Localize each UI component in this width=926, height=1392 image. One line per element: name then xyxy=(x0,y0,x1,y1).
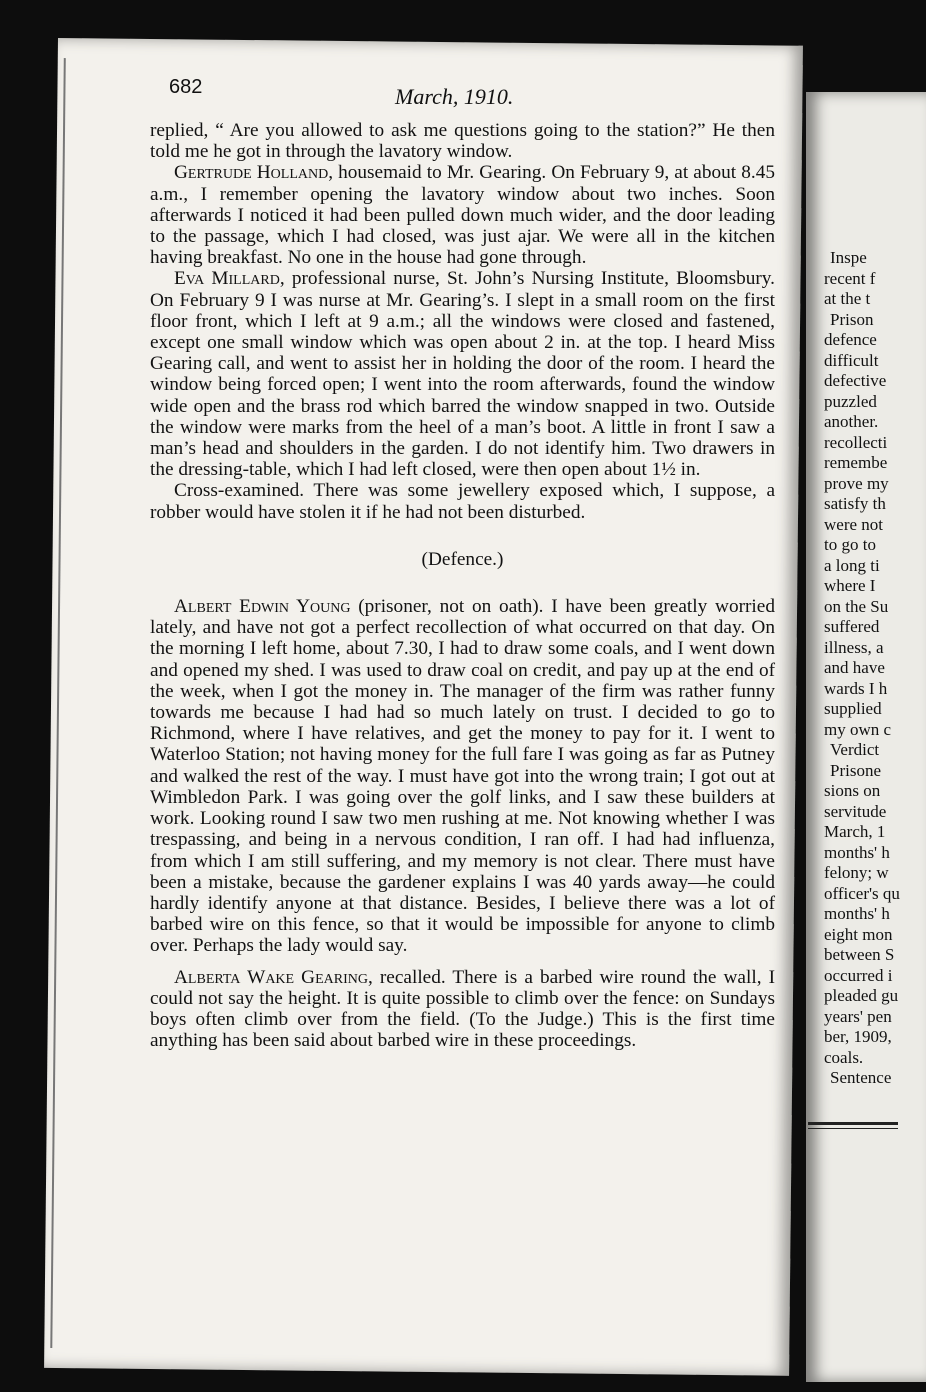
testimony-text: professional nurse, St. John’s Nursing Institute, Bloomsbury. On February 9 I was nurse at Mr. Gearing’s. I slept in a small room on the first floor front, which I left at 9 a.m.; all the windows were closed and fastened, except one small window which was open about 2 in. at the top. I heard Miss Gearing call, and went to assist her in holding the door of the room. I heard the window being forced open; I went into the room afterwards, found the window wide open and the brass rod which barred the window snapped in two. Outside the window were marks from the heel of a man’s boot. A little in front I saw a man’s head and shoulders in the garden. I do not identify him. Two drawers in the dressing-table, which I had left closed, were then open about 1½ in. xyxy=(150,268,775,481)
fragment-line: remembe xyxy=(824,453,888,472)
fragment-line: months' h xyxy=(824,842,890,862)
paragraph-4: Cross-examined. There was some jewellery exposed which, I suppose, a robber would have stolen it if he had not been disturbed. xyxy=(150,480,775,523)
page-edge xyxy=(50,58,66,1348)
testimony-text: housemaid to Mr. Gearing. On February 9, at about 8.45 a.m., I remember opening the lavatory window about two inches. Soon afterwards I noticed it had been pulled down much wider, and the door leading to the passage, which I had closed, was just ajar. We were all in the kitchen having breakfast. No one in the house had gone through. xyxy=(150,162,775,269)
witness-name: Alberta Wake Gearing, xyxy=(174,966,373,988)
fragment-line: prove my xyxy=(824,473,889,493)
paragraph-1: replied, “ Are you allowed to ask me questions going to the station?” He then told me he got in through the lavatory window. xyxy=(150,120,775,163)
fragment-line: supplied xyxy=(824,699,882,718)
fragment-line: a long ti xyxy=(824,555,880,575)
fragment-line: March, 1 xyxy=(824,822,886,841)
paragraph-2 xyxy=(150,162,775,268)
fragment-line: Prisone xyxy=(830,760,881,780)
fragment-line: and have xyxy=(824,658,885,677)
paragraph-3 xyxy=(150,268,775,480)
right-page-column xyxy=(824,248,904,1089)
fragment-line: officer's qu xyxy=(824,883,900,903)
fragment-line: were not xyxy=(824,514,884,534)
fragment-line: ber, 1909, xyxy=(824,1027,892,1046)
fragment-line: felony; w xyxy=(824,863,889,882)
running-head xyxy=(145,76,745,109)
fragment-line: where I xyxy=(824,576,876,595)
section-rule xyxy=(808,1122,898,1125)
fragment-line: eight mon xyxy=(824,924,893,944)
paragraph-6 xyxy=(150,967,775,1052)
fragment-line: difficult xyxy=(824,350,879,370)
fragment-line: Sentence xyxy=(830,1068,892,1087)
fragment-line: on the Su xyxy=(824,596,889,616)
fragment-line: suffered xyxy=(824,617,880,636)
main-text xyxy=(150,120,775,1051)
fragment-line: to go to xyxy=(824,535,876,554)
section-rule xyxy=(808,1128,898,1129)
fragment-line: between S xyxy=(824,945,895,964)
prisoner-name: Albert Edwin Young xyxy=(174,596,351,618)
witness-name: Gertrude Holland, xyxy=(174,162,334,184)
fragment-line: recent f xyxy=(824,268,876,288)
fragment-line: my own c xyxy=(824,719,892,739)
fragment-line: Prison xyxy=(830,309,874,329)
fragment-line: wards I h xyxy=(824,678,888,698)
fragment-line: sions on xyxy=(824,781,881,800)
fragment-line: servitude xyxy=(824,801,887,821)
fragment-line: pleaded gu xyxy=(824,986,899,1005)
fragment-line: another. xyxy=(824,412,879,431)
page-date: March, 1910. xyxy=(395,84,514,109)
testimony-text: (prisoner, not on oath). I have been greatly worried lately, and have not got a perfect recollection of what occurred on that day. On the morning I left home, about 7.30, I had to draw some coals, and I went down and opened my shed. I was used to draw coal on credit, and pay up at the end of the week, when I got the money in. The manager of the firm was rather funny towards me because I had had so much lately on trust. I decided to go to Richmond, where I have relatives, and get the money to pay for it. I went to Waterloo Station; not having money for the full fare I was going as far as Putney and walked the rest of the way. I must have got into the wrong train; I got out at Wimbledon Park. I was going over the golf links, and I saw these builders at work. Looking round I saw two men rushing at me. Not knowing whether I was trespassing, and being in a nervous condition, I ran off. I had had influenza, from which I am still suffering, and my memory is not clear. There must have been a mistake, because the gardener explains I was 40 yards away—he could hardly identify anyone at that distance. Besides, I believe there was a lot of barbed wire on this fence, so that it would be impossible for anyone to climb over. Perhaps the lady would say. xyxy=(150,596,775,957)
fragment-line: puzzled xyxy=(824,391,877,411)
fragment-line: defence xyxy=(824,330,877,349)
witness-name: Eva Millard, xyxy=(174,268,285,290)
fragment-line: defective xyxy=(824,371,887,390)
section-heading: (Defence.) xyxy=(421,548,504,570)
fragment-line: coals. xyxy=(824,1047,864,1067)
fragment-line: Verdict xyxy=(830,740,880,759)
fragment-line: recollecti xyxy=(824,432,888,452)
fragment-line: years' pen xyxy=(824,1006,892,1026)
fragment-line: months' h xyxy=(824,904,890,923)
fragment-line: Inspe xyxy=(830,248,867,267)
fragment-line: at the t xyxy=(824,289,871,308)
fragment-line: occurred i xyxy=(824,965,893,985)
fragment-line: illness, a xyxy=(824,637,884,657)
paragraph-5 xyxy=(150,596,775,956)
fragment-line: satisfy th xyxy=(824,494,886,513)
page-number: 682 xyxy=(169,76,203,98)
testimony-text: recalled. There is a barbed wire round the wall, I could not say the height. It is quite possible to climb over the fence: on Sundays boys often climb over from the field. (To the Judge.) This is the first time anything has been said about barbed wire in these proceedings. xyxy=(150,966,775,1052)
